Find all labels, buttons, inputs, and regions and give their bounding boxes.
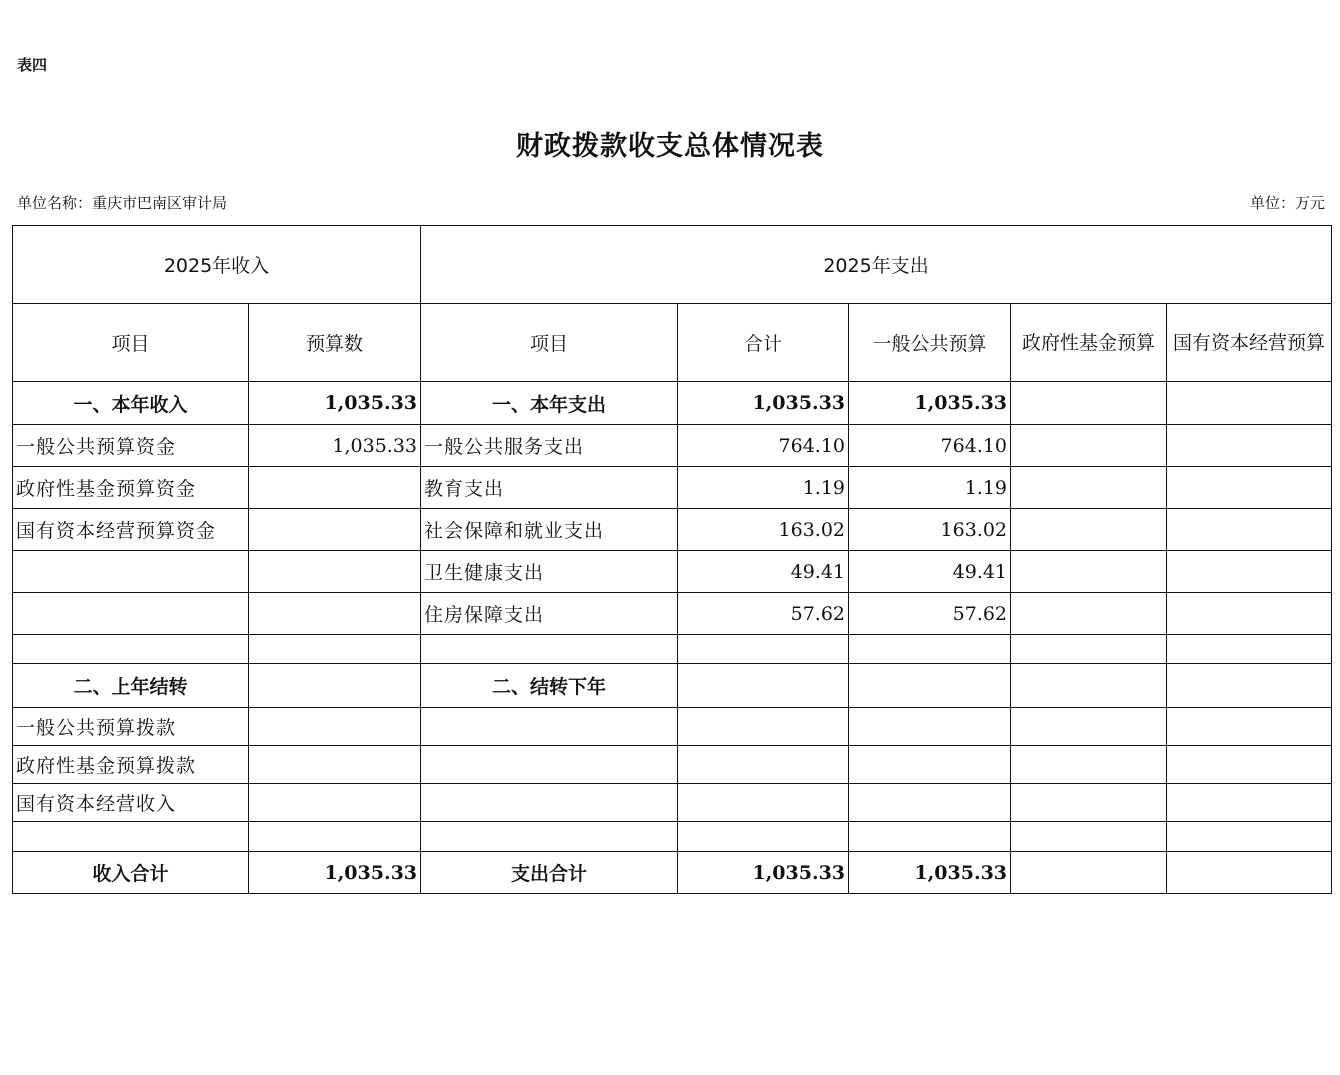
income-total-label: 收入合计	[13, 852, 249, 894]
expense-item: 卫生健康支出	[421, 551, 678, 593]
expense-item: 一、本年支出	[421, 382, 678, 425]
expense-total: 1.19	[678, 467, 849, 509]
expense-total	[678, 822, 849, 852]
income-budget	[249, 664, 421, 708]
income-budget	[249, 784, 421, 822]
expense-state-capital	[1167, 746, 1332, 784]
expense-general-budget	[849, 746, 1011, 784]
expense-total: 57.62	[678, 593, 849, 635]
income-budget	[249, 822, 421, 852]
income-item: 一般公共预算拨款	[13, 708, 249, 746]
expense-general-budget: 1.19	[849, 467, 1011, 509]
expense-gov-fund	[1011, 382, 1167, 425]
table-row	[13, 382, 1332, 425]
expense-state-capital	[1167, 425, 1332, 467]
expense-state-capital	[1167, 593, 1332, 635]
col-header-income-item: 项目	[13, 304, 249, 382]
expense-total	[678, 784, 849, 822]
expense-state-capital	[1167, 822, 1332, 852]
expense-state-capital	[1167, 635, 1332, 664]
group-header-row	[13, 226, 1332, 304]
expense-item: 一般公共服务支出	[421, 425, 678, 467]
expense-general-budget: 49.41	[849, 551, 1011, 593]
income-budget	[249, 708, 421, 746]
income-item: 政府性基金预算拨款	[13, 746, 249, 784]
unit-name: 单位名称：重庆市巴南区审计局	[17, 194, 228, 212]
expense-group-header: 2025年支出	[421, 226, 1332, 304]
income-item	[13, 822, 249, 852]
column-header-row	[13, 304, 1332, 382]
col-header-state-capital-budget: 国有资本经营预算	[1167, 304, 1332, 382]
expense-gov-fund	[1011, 664, 1167, 708]
expense-gov-fund	[1011, 509, 1167, 551]
table-label: 表四	[17, 56, 48, 74]
expense-item	[421, 746, 678, 784]
currency-unit: 单位：万元	[1249, 194, 1325, 212]
expense-gov-fund	[1011, 467, 1167, 509]
expense-general-budget: 163.02	[849, 509, 1011, 551]
document-title: 财政拨款收支总体情况表	[516, 131, 824, 162]
col-header-income-budget: 预算数	[249, 304, 421, 382]
expense-gov-fund-total	[1011, 852, 1167, 894]
expense-general-budget	[849, 784, 1011, 822]
income-budget	[249, 593, 421, 635]
expense-total: 49.41	[678, 551, 849, 593]
expense-general-budget: 764.10	[849, 425, 1011, 467]
table-row	[13, 425, 1332, 467]
income-total-value: 1,035.33	[249, 852, 421, 894]
expense-item: 社会保障和就业支出	[421, 509, 678, 551]
expense-general-budget	[849, 664, 1011, 708]
expense-gov-fund	[1011, 746, 1167, 784]
expense-gov-fund	[1011, 635, 1167, 664]
income-budget	[249, 635, 421, 664]
expense-state-capital-total	[1167, 852, 1332, 894]
income-item: 国有资本经营收入	[13, 784, 249, 822]
totals-row	[13, 852, 1332, 894]
expense-total: 163.02	[678, 509, 849, 551]
expense-item: 住房保障支出	[421, 593, 678, 635]
expense-item	[421, 822, 678, 852]
expense-general-budget: 1,035.33	[849, 382, 1011, 425]
expense-total: 1,035.33	[678, 382, 849, 425]
table-row	[13, 467, 1332, 509]
table-row	[13, 551, 1332, 593]
expense-item: 二、结转下年	[421, 664, 678, 708]
expense-state-capital	[1167, 708, 1332, 746]
income-item: 政府性基金预算资金	[13, 467, 249, 509]
expense-state-capital	[1167, 664, 1332, 708]
table-row	[13, 593, 1332, 635]
expense-gov-fund	[1011, 593, 1167, 635]
budget-table	[12, 225, 1332, 894]
expense-item	[421, 784, 678, 822]
expense-total-value: 1,035.33	[678, 852, 849, 894]
col-header-total: 合计	[678, 304, 849, 382]
income-item: 一般公共预算资金	[13, 425, 249, 467]
expense-state-capital	[1167, 467, 1332, 509]
expense-state-capital	[1167, 784, 1332, 822]
expense-total	[678, 708, 849, 746]
expense-state-capital	[1167, 551, 1332, 593]
expense-gov-fund	[1011, 425, 1167, 467]
expense-general-budget	[849, 635, 1011, 664]
expense-state-capital	[1167, 509, 1332, 551]
expense-total	[678, 746, 849, 784]
expense-general-budget: 57.62	[849, 593, 1011, 635]
income-group-header: 2025年收入	[13, 226, 421, 304]
expense-item	[421, 635, 678, 664]
income-item	[13, 593, 249, 635]
expense-gov-fund	[1011, 551, 1167, 593]
col-header-general-budget: 一般公共预算	[849, 304, 1011, 382]
income-budget	[249, 746, 421, 784]
table-row	[13, 635, 1332, 664]
income-budget: 1,035.33	[249, 425, 421, 467]
table-row	[13, 509, 1332, 551]
expense-gov-fund	[1011, 822, 1167, 852]
expense-item: 教育支出	[421, 467, 678, 509]
col-header-expense-item: 项目	[421, 304, 678, 382]
income-item: 二、上年结转	[13, 664, 249, 708]
table-row	[13, 664, 1332, 708]
expense-general-budget	[849, 708, 1011, 746]
expense-gov-fund	[1011, 708, 1167, 746]
expense-total-label: 支出合计	[421, 852, 678, 894]
income-budget: 1,035.33	[249, 382, 421, 425]
income-item: 一、本年收入	[13, 382, 249, 425]
expense-general-budget-total: 1,035.33	[849, 852, 1011, 894]
expense-total: 764.10	[678, 425, 849, 467]
expense-total	[678, 664, 849, 708]
expense-state-capital	[1167, 382, 1332, 425]
table-row	[13, 746, 1332, 784]
expense-gov-fund	[1011, 784, 1167, 822]
expense-general-budget	[849, 822, 1011, 852]
income-item	[13, 551, 249, 593]
income-budget	[249, 551, 421, 593]
income-budget	[249, 467, 421, 509]
col-header-gov-fund-budget: 政府性基金预算	[1011, 304, 1167, 382]
income-budget	[249, 509, 421, 551]
expense-total	[678, 635, 849, 664]
table-row	[13, 822, 1332, 852]
table-row	[13, 784, 1332, 822]
income-item	[13, 635, 249, 664]
table-row	[13, 708, 1332, 746]
expense-item	[421, 708, 678, 746]
income-item: 国有资本经营预算资金	[13, 509, 249, 551]
